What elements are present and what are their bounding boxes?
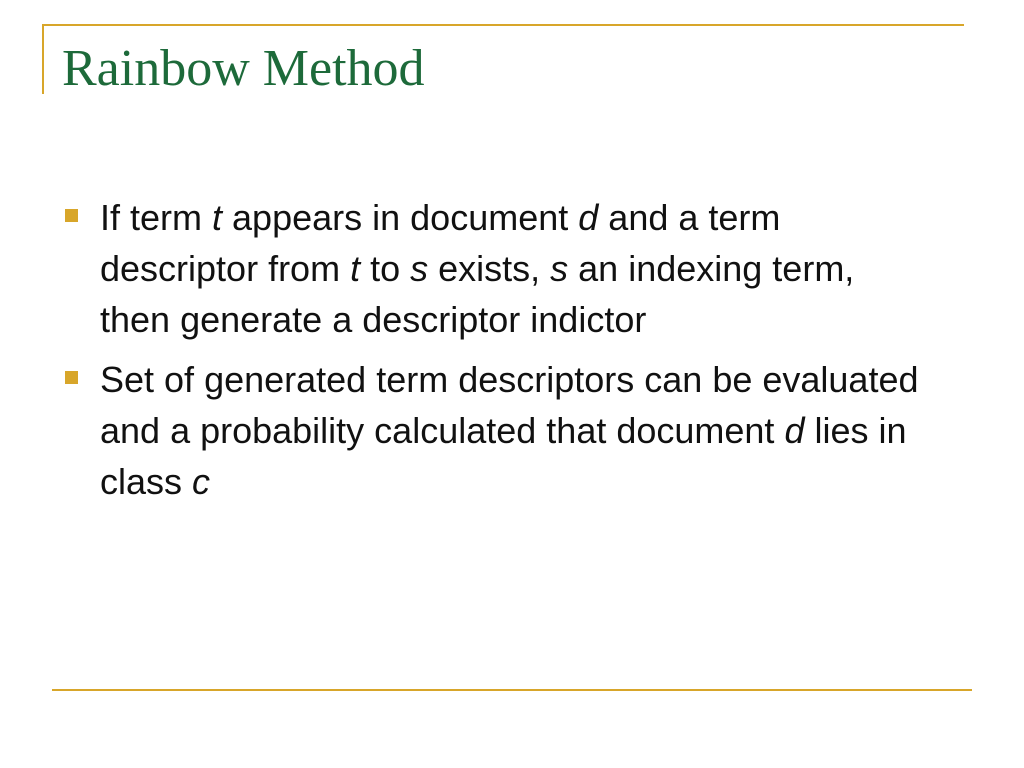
bullet-text-run: s: [550, 248, 569, 289]
bullet-item: [62, 354, 962, 507]
bullet-text-run: c: [192, 461, 211, 502]
bullet-text-run: t: [350, 248, 361, 289]
bullet-text-run: exists,: [428, 248, 551, 289]
bullet-list: [62, 192, 962, 516]
square-bullet-icon: [65, 371, 78, 384]
bullet-text-run: an indexing term, then generate a descriptor indictor: [100, 248, 855, 340]
bullet-text-run: and a term descriptor from: [100, 197, 781, 289]
bullet-text-run: d: [578, 197, 599, 238]
bullet-text-run: appears in document: [222, 197, 579, 238]
bottom-rule: [52, 689, 972, 691]
bullet-item: [62, 192, 962, 345]
bullet-text-run: t: [212, 197, 223, 238]
bullet-text-run: lies in class: [100, 410, 907, 502]
bullet-text-run: to: [360, 248, 411, 289]
slide-title: Rainbow Method: [62, 40, 425, 97]
top-rule: [42, 24, 964, 26]
bullet-text-run: If term: [100, 197, 213, 238]
bullet-text-run: Set of generated term descriptors can be evaluated and a probability calculated that document: [100, 359, 919, 451]
bullet-text: [100, 354, 920, 507]
bullet-text-run: s: [410, 248, 429, 289]
left-rule: [42, 24, 44, 94]
bullet-text: [100, 192, 920, 345]
bullet-text-run: d: [784, 410, 805, 451]
square-bullet-icon: [65, 209, 78, 222]
